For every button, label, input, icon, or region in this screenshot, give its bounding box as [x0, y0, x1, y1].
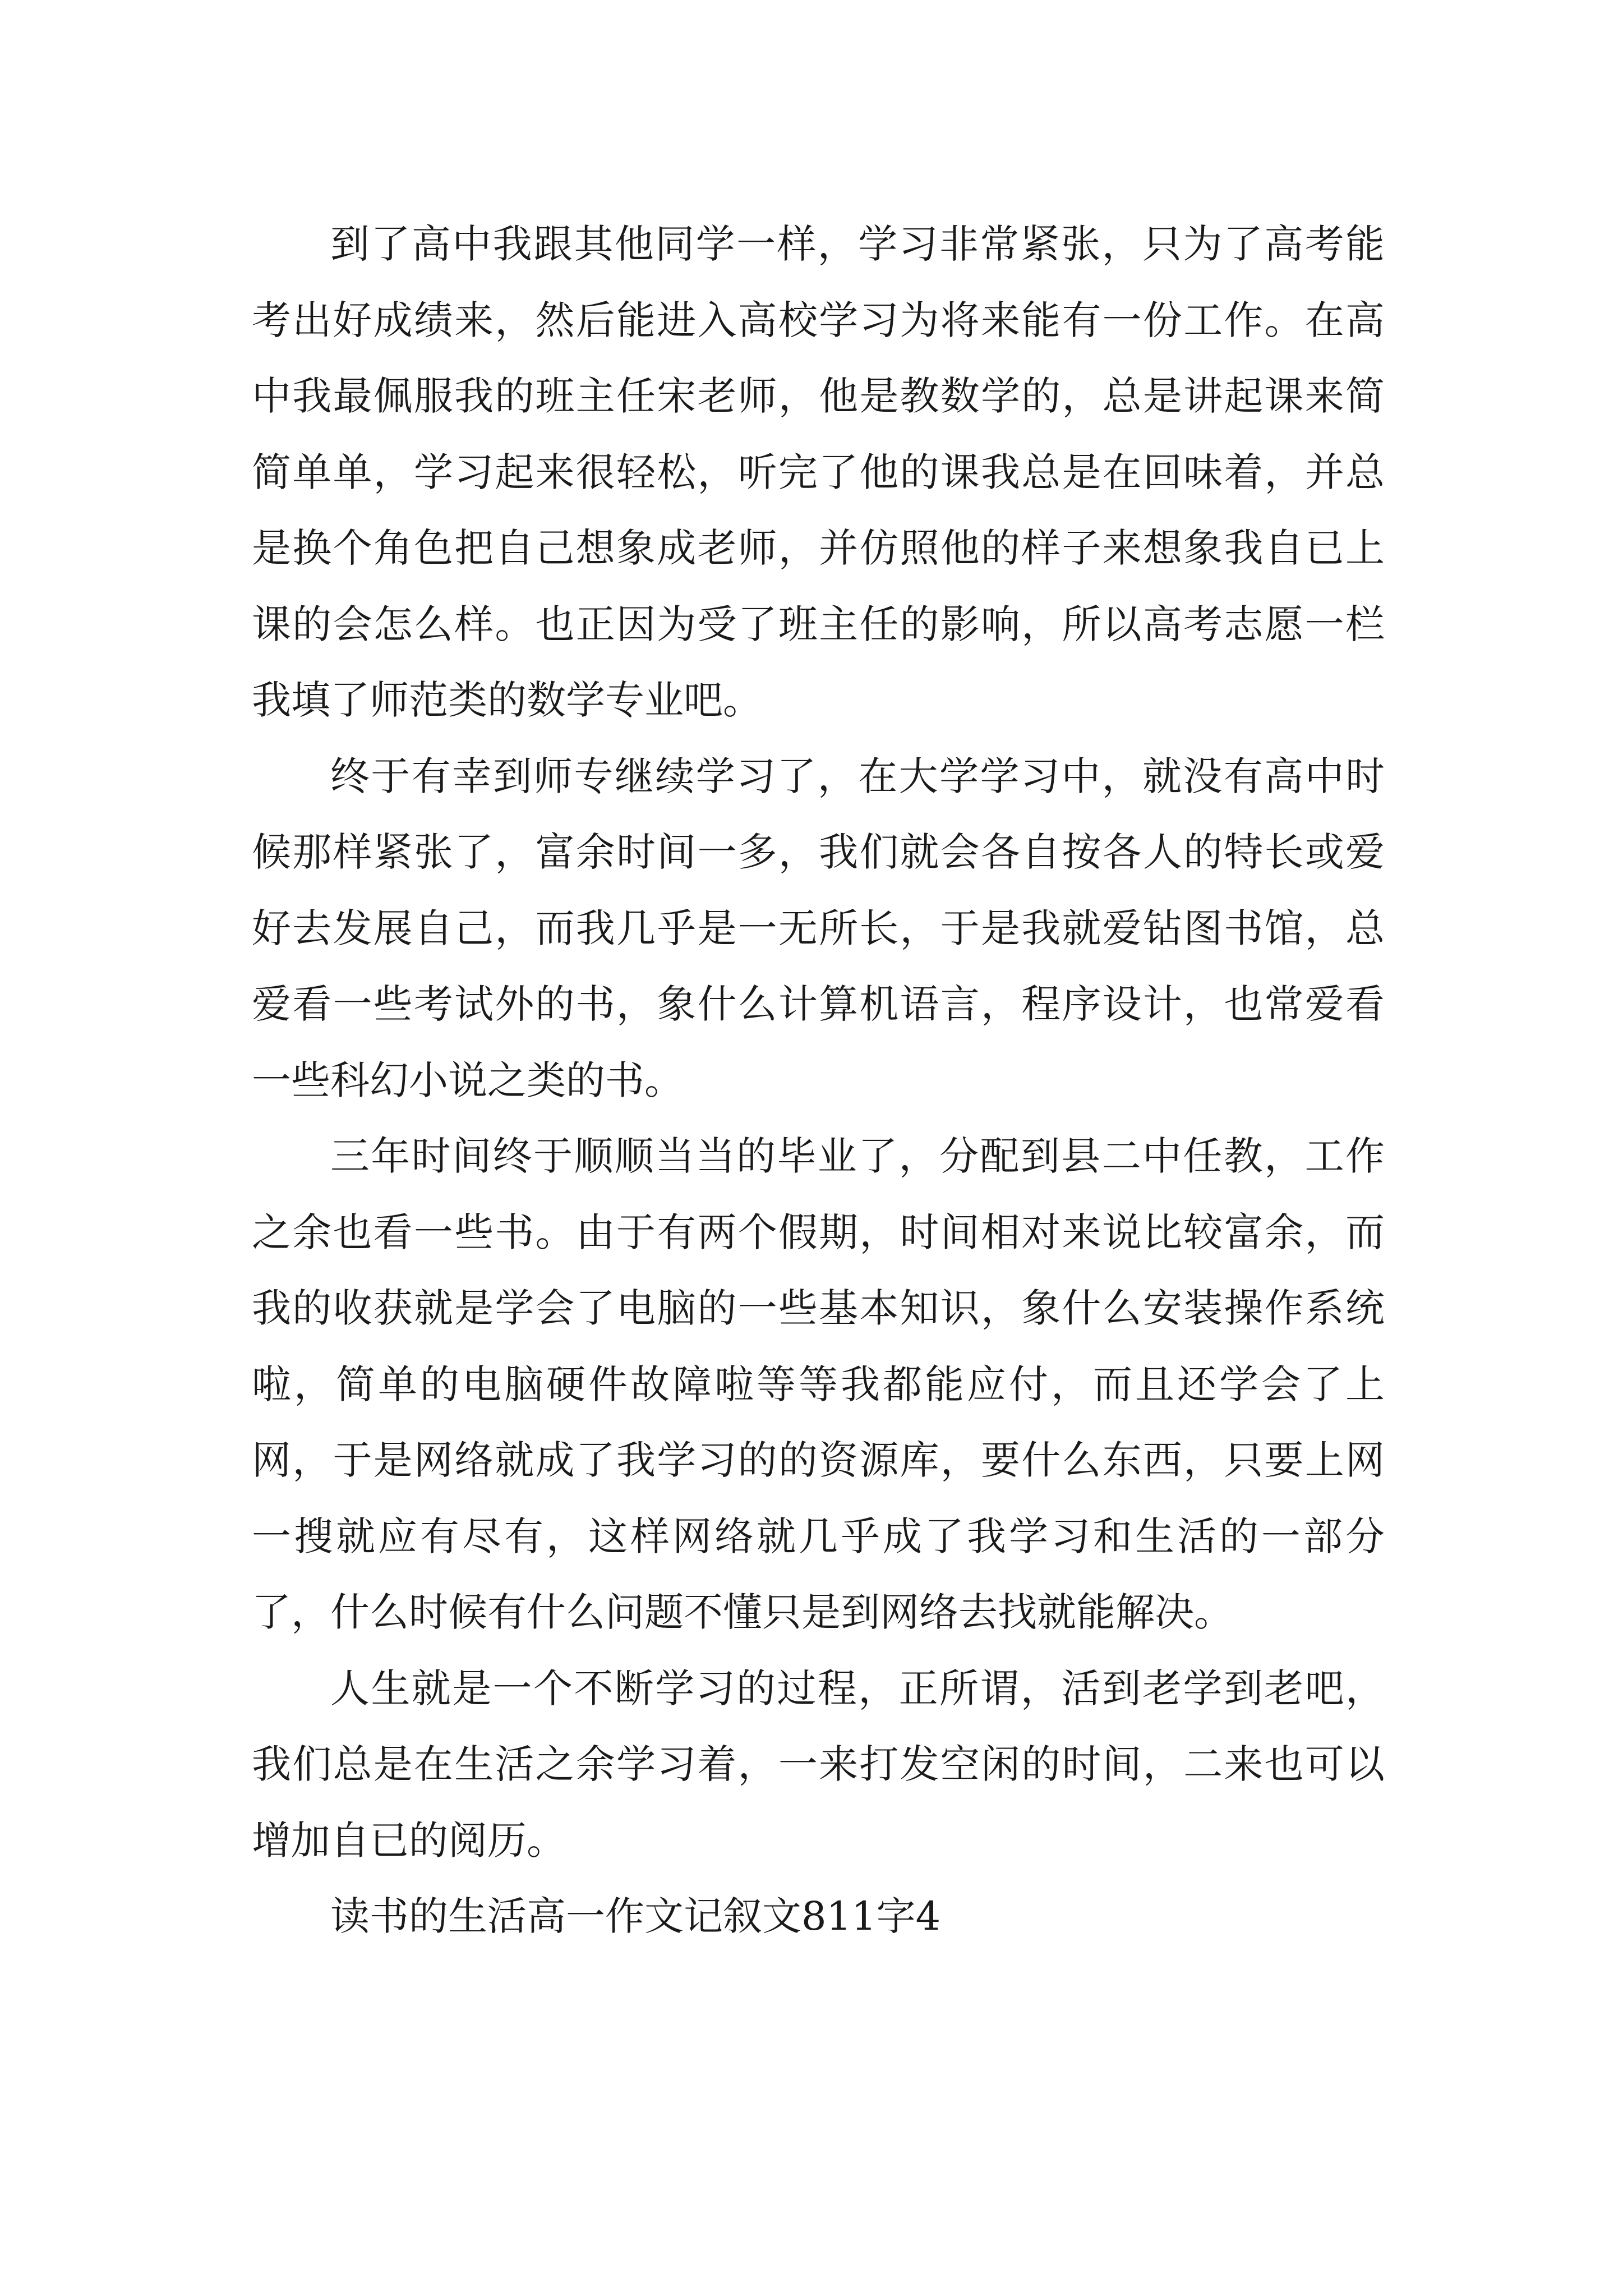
section-heading: 读书的生活高一作文记叙文811字4 [330, 1893, 941, 1939]
paragraph-lifelong-learning: 人生就是一个不断学习的过程，正所谓，活到老学到老吧，我们总是在生活之余学习着，一来打发空闲的时间，二来也可以增加自已的阅历。 [252, 1665, 1385, 1864]
paragraph-college: 终于有幸到师专继续学习了，在大学学习中，就没有高中时候那样紧张了，富余时间一多，我们就会各自按各人的特长或爱好去发展自己，而我几乎是一无所长，于是我就爱钻图书馆，总爱看一些考试外的书，象什么计算机语言，程序设计，也常爱看一些科幻小说之类的书。 [252, 753, 1385, 1103]
document-body [252, 206, 1385, 1955]
paragraph-high-school: 到了高中我跟其他同学一样，学习非常紧张，只为了高考能考出好成绩来，然后能进入高校学习为将来能有一份工作。在高中我最佩服我的班主任宋老师，他是教数学的，总是讲起课来简简单单，学习起来很轻松，听完了他的课我总是在回味着，并总是换个角色把自己想象成老师，并仿照他的样子来想象我自已上课的会怎么样。也正因为受了班主任的影响，所以高考志愿一栏我填了师范类的数学专业吧。 [252, 221, 1385, 723]
paragraph-teaching: 三年时间终于顺顺当当的毕业了，分配到县二中任教，工作之余也看一些书。由于有两个假期，时间相对来说比较富余，而我的收获就是学会了电脑的一些基本知识，象什么安装操作系统啦，简单的电脑硬件故障啦等等我都能应付，而且还学会了上网，于是网络就成了我学习的的资源库，要什么东西，只要上网一搜就应有尽有，这样网络就几乎成了我学习和生活的一部分了，什么时候有什么问题不懂只是到网络去找就能解决。 [252, 1133, 1385, 1635]
